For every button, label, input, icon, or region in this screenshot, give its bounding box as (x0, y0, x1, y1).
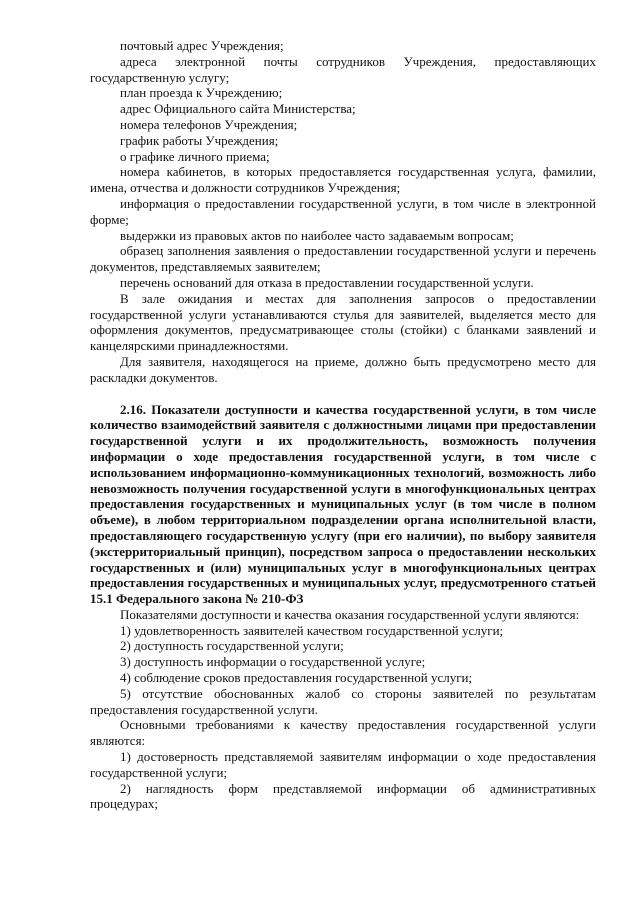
list-item: 1) достоверность представляемой заявителям информации о ходе предоставления государственной услуги; (90, 749, 596, 780)
list-item: 2) наглядность форм представляемой информации об административных процедурах; (90, 780, 596, 812)
list-item: 5) отсутствие обоснованных жалоб со стороны заявителей по результатам предоставления государственной услуги. (90, 685, 596, 717)
top-section (90, 38, 596, 386)
bottom-section (90, 607, 596, 812)
paragraph: перечень оснований для отказа в предоставлении государственной услуги. (120, 274, 534, 290)
paragraph: Показателями доступности и качества оказания государственной услуги являются: (120, 606, 580, 622)
paragraph: номера кабинетов, в которых предоставляется государственная услуга, фамилии, имена, отчества и должности сотрудников Учреждения; (90, 164, 596, 196)
paragraph: информация о предоставлении государственной услуги, в том числе в электронной форме; (90, 195, 596, 227)
list-item: 2) доступность государственной услуги; (120, 638, 344, 654)
paragraph: график работы Учреждения; (120, 132, 279, 148)
list-item: 1) удовлетворенность заявителей качеством государственной услуги; (120, 622, 504, 638)
paragraph: Для заявителя, находящегося на приеме, должно быть предусмотрено место для раскладки документов. (90, 353, 596, 385)
paragraph: адрес Официального сайта Министерства; (120, 101, 356, 117)
list-item: 4) соблюдение сроков предоставления государственной услуги; (120, 670, 473, 686)
paragraph: Основными требованиями к качеству предоставления государственной услуги являются: (90, 717, 596, 749)
paragraph: образец заполнения заявления о предоставлении государственной услуги и перечень документов, представляемых заявителем; (90, 243, 596, 275)
section-spacer (90, 386, 596, 402)
section-heading: 2.16. Показатели доступности и качества государственной услуги, в том числе количество взаимодействий заявителя с должностными лицами при предоставлении государственной услуги и их продолжительность, возможность получения информации о ходе предоставления государственной услуги, в том числе с использованием информационно-коммуникационных технологий, возможность либо невозможность получения государственной услуги в многофункциональных центрах предоставления государственных и муниципальных услуг (в том числе в полном объеме), в любом территориальном подразделении органа исполнительной власти, предоставляющего государственную услугу (при его наличии), по выбору заявителя (экстерриториальный принцип), посредством запроса о предоставлении нескольких государственных и (или) муниципальных услуг в многофункциональных центрах предоставления государственных и муниципальных услуг, предусмотренного статьей 15.1 Федерального закона № 210-ФЗ (90, 401, 596, 607)
paragraph: В зале ожидания и местах для заполнения запросов о предоставлении государственной услуги устанавливаются стулья для заявителей, выделяется место для оформления документов, предусматривающее столы (стойки) с бланками заявлений и канцелярскими принадлежностями. (90, 290, 596, 354)
paragraph: почтовый адрес Учреждения; (120, 38, 284, 53)
paragraph: о графике личного приема; (120, 148, 270, 164)
paragraph: план проезда к Учреждению; (120, 85, 283, 101)
paragraph: адреса электронной почты сотрудников Учреждения, предоставляющих государственную услугу; (90, 53, 596, 85)
paragraph: номера телефонов Учреждения; (120, 116, 298, 132)
list-item: 3) доступность информации о государственной услуге; (120, 654, 426, 670)
paragraph: выдержки из правовых актов по наиболее часто задаваемым вопросам; (120, 227, 514, 243)
